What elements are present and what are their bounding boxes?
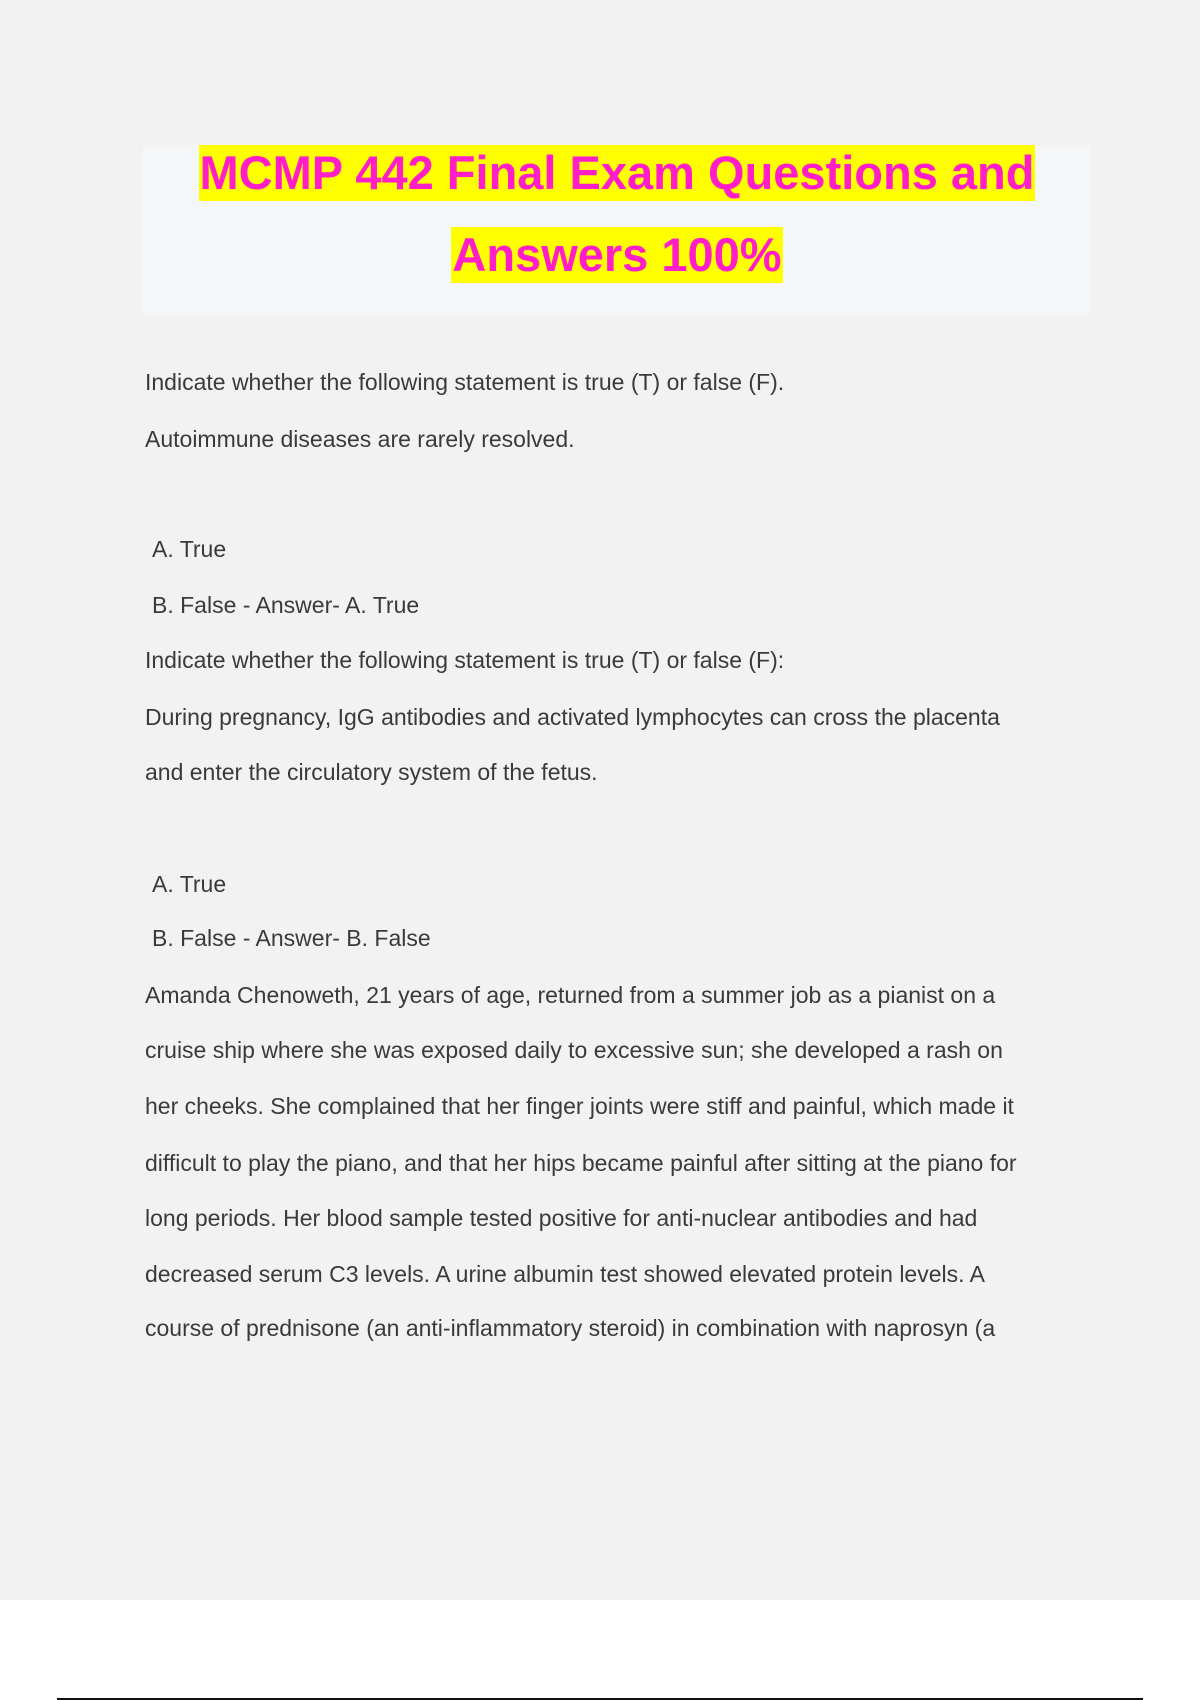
page-title-line-1: MCMP 442 Final Exam Questions and — [199, 146, 1035, 199]
case-paragraph-line-4: difficult to play the piano, and that her hips became painful after sitting at the piano for — [145, 1150, 1017, 1176]
question-2-option-b-answer: B. False - Answer- B. False — [152, 925, 431, 951]
page-title-line-2: Answers 100% — [452, 228, 782, 281]
case-paragraph-line-2: cruise ship where she was exposed daily to excessive sun; she developed a rash on — [145, 1037, 1003, 1063]
case-paragraph-line-5: long periods. Her blood sample tested positive for anti-nuclear antibodies and had — [145, 1205, 978, 1231]
question-2-statement-line-2: and enter the circulatory system of the fetus. — [145, 759, 598, 785]
question-1-statement: Autoimmune diseases are rarely resolved. — [145, 426, 575, 452]
case-paragraph-line-6: decreased serum C3 levels. A urine albumin test showed elevated protein levels. A — [145, 1261, 985, 1287]
case-paragraph-line-3: her cheeks. She complained that her finger joints were stiff and painful, which made it — [145, 1093, 1014, 1119]
question-2-statement-line-1: During pregnancy, IgG antibodies and activated lymphocytes can cross the placenta — [145, 704, 1000, 730]
question-1-prompt: Indicate whether the following statement is true (T) or false (F). — [145, 369, 785, 395]
question-2-option-a: A. True — [152, 871, 227, 897]
question-1-option-a: A. True — [152, 536, 227, 562]
question-2-prompt: Indicate whether the following statement is true (T) or false (F): — [145, 647, 785, 673]
case-paragraph-line-1: Amanda Chenoweth, 21 years of age, returned from a summer job as a pianist on a — [145, 982, 996, 1008]
title-banner — [143, 145, 1091, 313]
question-1-option-b-answer: B. False - Answer- A. True — [152, 592, 420, 618]
case-paragraph-line-7: course of prednisone (an anti-inflammatory steroid) in combination with naprosyn (a — [145, 1315, 996, 1341]
